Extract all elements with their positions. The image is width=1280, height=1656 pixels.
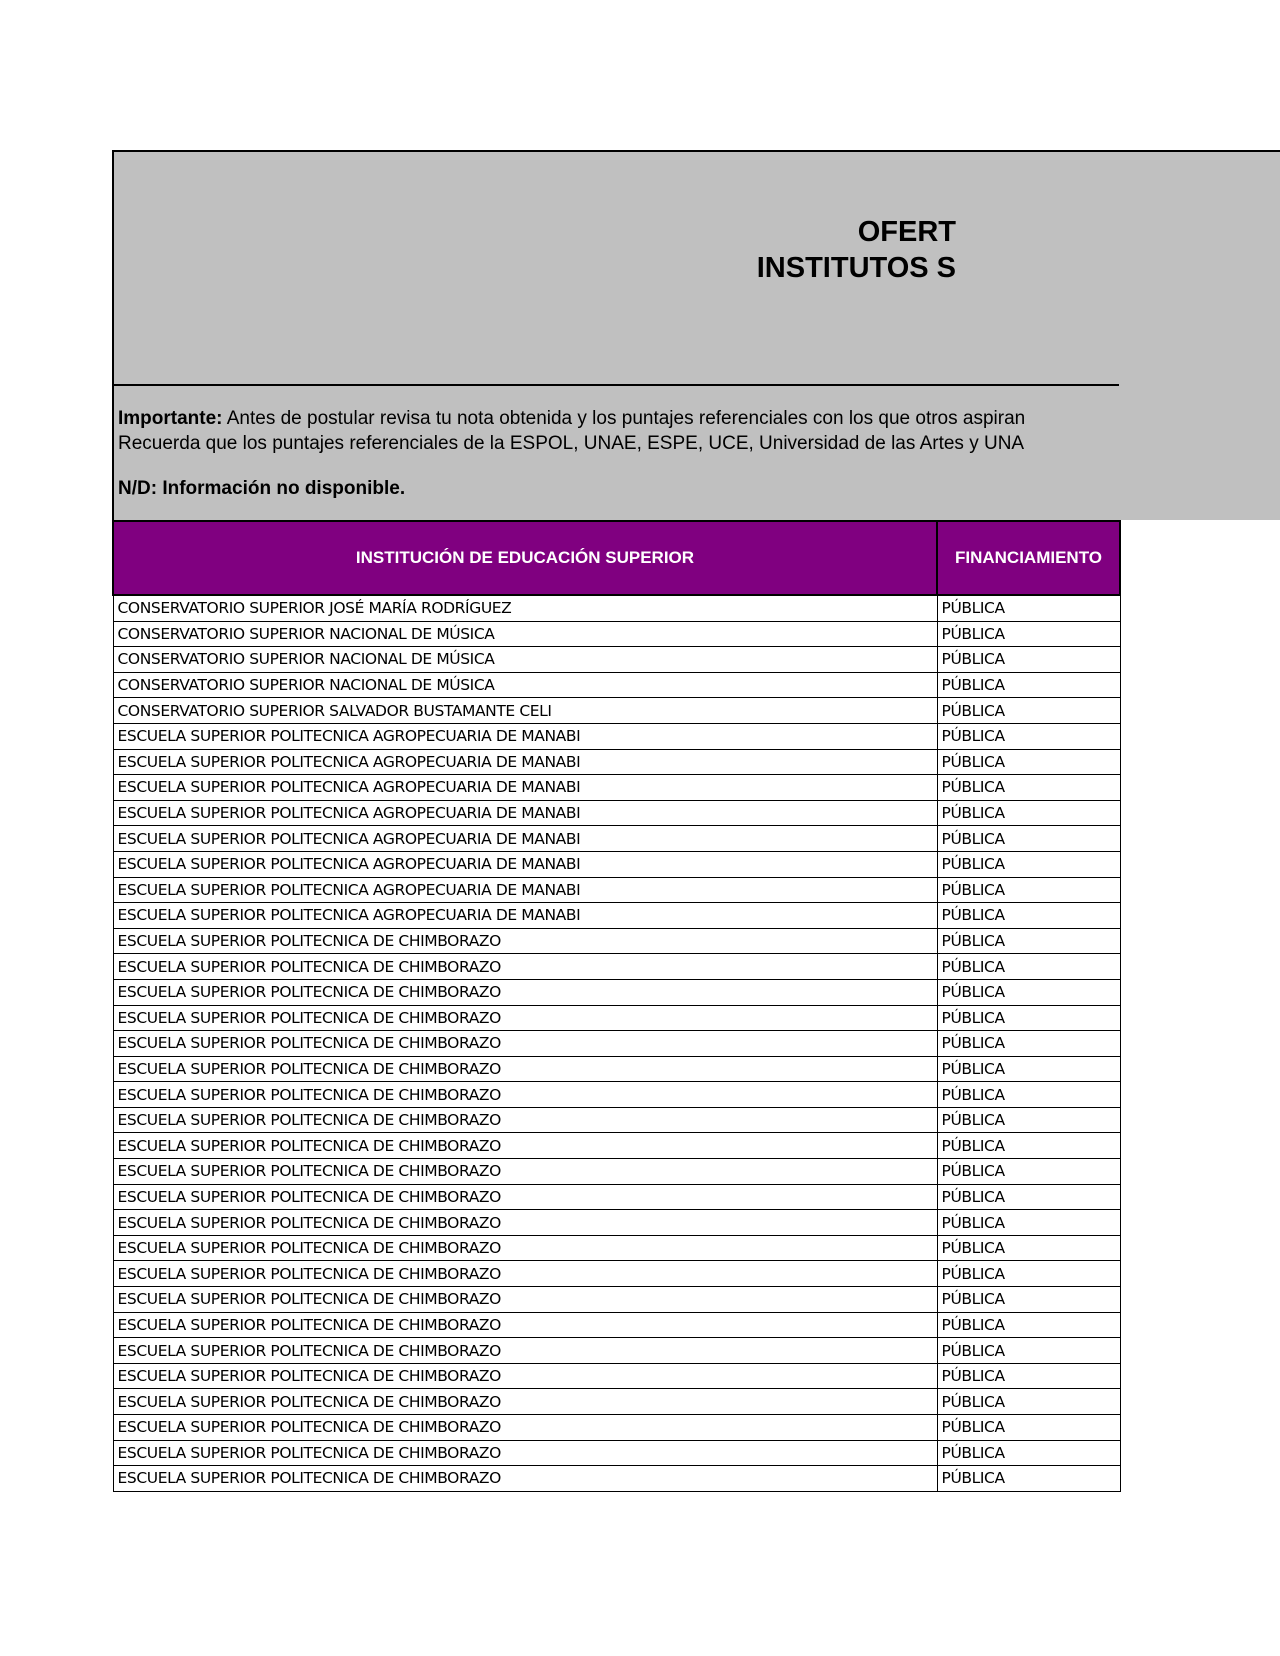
- table-row: [113, 1235, 1120, 1261]
- table-row: [113, 698, 1120, 724]
- table-row: [113, 826, 1120, 852]
- funding-cell: PÚBLICA: [937, 595, 1120, 621]
- table-row: [113, 1338, 1120, 1364]
- funding-cell: PÚBLICA: [937, 1107, 1120, 1133]
- institution-cell: ESCUELA SUPERIOR POLITECNICA DE CHIMBORAZO: [113, 1159, 937, 1185]
- institution-cell: CONSERVATORIO SUPERIOR NACIONAL DE MÚSICA: [113, 647, 937, 673]
- table-row: [113, 1466, 1120, 1492]
- table-row: [113, 1312, 1120, 1338]
- institution-cell: ESCUELA SUPERIOR POLITECNICA DE CHIMBORAZO: [113, 1389, 937, 1415]
- funding-cell: PÚBLICA: [937, 775, 1120, 801]
- table-row: [113, 1440, 1120, 1466]
- institution-cell: ESCUELA SUPERIOR POLITECNICA AGROPECUARIA DE MANABI: [113, 723, 937, 749]
- institution-cell: ESCUELA SUPERIOR POLITECNICA DE CHIMBORAZO: [113, 1466, 937, 1492]
- table-row: [113, 749, 1120, 775]
- table-row: [113, 1363, 1120, 1389]
- table-row: [113, 775, 1120, 801]
- notice-line-1: [118, 406, 1117, 431]
- institution-cell: ESCUELA SUPERIOR POLITECNICA DE CHIMBORAZO: [113, 954, 937, 980]
- page-title-line-2: INSTITUTOS S: [756, 252, 956, 284]
- institution-cell: ESCUELA SUPERIOR POLITECNICA DE CHIMBORAZO: [113, 1031, 937, 1057]
- table-row: [113, 723, 1120, 749]
- table-row: [113, 1159, 1120, 1185]
- institution-cell: ESCUELA SUPERIOR POLITECNICA DE CHIMBORAZO: [113, 1287, 937, 1313]
- funding-cell: PÚBLICA: [937, 1312, 1120, 1338]
- institution-cell: ESCUELA SUPERIOR POLITECNICA AGROPECUARIA DE MANABI: [113, 800, 937, 826]
- table-row: [113, 1261, 1120, 1287]
- table-row: [113, 1133, 1120, 1159]
- funding-cell: PÚBLICA: [937, 621, 1120, 647]
- institution-cell: ESCUELA SUPERIOR POLITECNICA DE CHIMBORAZO: [113, 1005, 937, 1031]
- offer-table-wrap: [112, 520, 1119, 1492]
- table-row: [113, 851, 1120, 877]
- funding-cell: PÚBLICA: [937, 1440, 1120, 1466]
- institution-cell: ESCUELA SUPERIOR POLITECNICA DE CHIMBORAZO: [113, 1312, 937, 1338]
- funding-cell: PÚBLICA: [937, 723, 1120, 749]
- institution-cell: ESCUELA SUPERIOR POLITECNICA DE CHIMBORAZO: [113, 1363, 937, 1389]
- funding-cell: PÚBLICA: [937, 1133, 1120, 1159]
- table-row: [113, 595, 1120, 621]
- table-row: [113, 1107, 1120, 1133]
- notice-block: [112, 386, 1280, 520]
- table-row: [113, 1415, 1120, 1441]
- important-label: Importante:: [118, 408, 223, 429]
- funding-cell: PÚBLICA: [937, 928, 1120, 954]
- funding-cell: PÚBLICA: [937, 851, 1120, 877]
- notice-line-2: Recuerda que los puntajes referenciales de la ESPOL, UNAE, ESPE, UCE, Universidad de las Artes y UNA: [118, 433, 1025, 454]
- funding-cell: PÚBLICA: [937, 800, 1120, 826]
- table-row: [113, 877, 1120, 903]
- institution-cell: ESCUELA SUPERIOR POLITECNICA DE CHIMBORAZO: [113, 979, 937, 1005]
- table-body: [113, 595, 1120, 1491]
- table-row: [113, 1389, 1120, 1415]
- institution-cell: CONSERVATORIO SUPERIOR NACIONAL DE MÚSICA: [113, 672, 937, 698]
- nd-legend: N/D: Información no disponible.: [118, 478, 406, 499]
- funding-cell: PÚBLICA: [937, 1235, 1120, 1261]
- institution-cell: ESCUELA SUPERIOR POLITECNICA DE CHIMBORAZO: [113, 1415, 937, 1441]
- table-row: [113, 1210, 1120, 1236]
- funding-cell: PÚBLICA: [937, 954, 1120, 980]
- funding-cell: PÚBLICA: [937, 1031, 1120, 1057]
- table-row: [113, 1287, 1120, 1313]
- funding-cell: PÚBLICA: [937, 979, 1120, 1005]
- institution-cell: ESCUELA SUPERIOR POLITECNICA AGROPECUARIA DE MANABI: [113, 851, 937, 877]
- funding-cell: PÚBLICA: [937, 826, 1120, 852]
- institution-cell: ESCUELA SUPERIOR POLITECNICA AGROPECUARIA DE MANABI: [113, 826, 937, 852]
- table-header-row: [113, 521, 1120, 595]
- institution-cell: ESCUELA SUPERIOR POLITECNICA DE CHIMBORAZO: [113, 1440, 937, 1466]
- important-text: Antes de postular revisa tu nota obtenida y los puntajes referenciales con los que otros aspiran: [222, 408, 1026, 429]
- funding-cell: PÚBLICA: [937, 1287, 1120, 1313]
- institution-cell: ESCUELA SUPERIOR POLITECNICA DE CHIMBORAZO: [113, 1235, 937, 1261]
- funding-cell: PÚBLICA: [937, 672, 1120, 698]
- table-row: [113, 954, 1120, 980]
- institution-cell: ESCUELA SUPERIOR POLITECNICA AGROPECUARIA DE MANABI: [113, 877, 937, 903]
- institution-cell: ESCUELA SUPERIOR POLITECNICA DE CHIMBORAZO: [113, 1133, 937, 1159]
- table-row: [113, 903, 1120, 929]
- table-row: [113, 979, 1120, 1005]
- title-clip: [114, 152, 1119, 386]
- table-row: [113, 1056, 1120, 1082]
- funding-cell: PÚBLICA: [937, 1338, 1120, 1364]
- institution-cell: ESCUELA SUPERIOR POLITECNICA DE CHIMBORAZO: [113, 1338, 937, 1364]
- funding-cell: PÚBLICA: [937, 903, 1120, 929]
- funding-cell: PÚBLICA: [937, 1466, 1120, 1492]
- institution-cell: ESCUELA SUPERIOR POLITECNICA DE CHIMBORAZO: [113, 1210, 937, 1236]
- column-header-funding: FINANCIAMIENTO: [937, 521, 1120, 595]
- institution-cell: ESCUELA SUPERIOR POLITECNICA DE CHIMBORAZO: [113, 1107, 937, 1133]
- table-row: [113, 928, 1120, 954]
- title-block: [112, 150, 1280, 386]
- institution-cell: ESCUELA SUPERIOR POLITECNICA DE CHIMBORAZO: [113, 1082, 937, 1108]
- funding-cell: PÚBLICA: [937, 1210, 1120, 1236]
- page-title-line-1: OFERT: [857, 216, 956, 248]
- table-row: [113, 1031, 1120, 1057]
- funding-cell: PÚBLICA: [937, 1415, 1120, 1441]
- funding-cell: PÚBLICA: [937, 749, 1120, 775]
- funding-cell: PÚBLICA: [937, 1184, 1120, 1210]
- table-row: [113, 1082, 1120, 1108]
- funding-cell: PÚBLICA: [937, 1082, 1120, 1108]
- table-row: [113, 621, 1120, 647]
- institution-cell: ESCUELA SUPERIOR POLITECNICA DE CHIMBORAZO: [113, 1184, 937, 1210]
- table-row: [113, 800, 1120, 826]
- institution-cell: ESCUELA SUPERIOR POLITECNICA DE CHIMBORAZO: [113, 1261, 937, 1287]
- funding-cell: PÚBLICA: [937, 698, 1120, 724]
- funding-cell: PÚBLICA: [937, 1261, 1120, 1287]
- funding-cell: PÚBLICA: [937, 877, 1120, 903]
- funding-cell: PÚBLICA: [937, 1056, 1120, 1082]
- table-row: [113, 672, 1120, 698]
- funding-cell: PÚBLICA: [937, 647, 1120, 673]
- institution-cell: ESCUELA SUPERIOR POLITECNICA AGROPECUARIA DE MANABI: [113, 749, 937, 775]
- funding-cell: PÚBLICA: [937, 1363, 1120, 1389]
- table-row: [113, 1005, 1120, 1031]
- offer-table: [112, 520, 1121, 1492]
- funding-cell: PÚBLICA: [937, 1159, 1120, 1185]
- table-row: [113, 647, 1120, 673]
- spreadsheet-page: [112, 150, 1280, 1492]
- funding-cell: PÚBLICA: [937, 1389, 1120, 1415]
- institution-cell: ESCUELA SUPERIOR POLITECNICA AGROPECUARIA DE MANABI: [113, 775, 937, 801]
- institution-cell: CONSERVATORIO SUPERIOR NACIONAL DE MÚSICA: [113, 621, 937, 647]
- notice-text: [118, 406, 1117, 456]
- funding-cell: PÚBLICA: [937, 1005, 1120, 1031]
- institution-cell: CONSERVATORIO SUPERIOR SALVADOR BUSTAMANTE CELI: [113, 698, 937, 724]
- institution-cell: ESCUELA SUPERIOR POLITECNICA DE CHIMBORAZO: [113, 928, 937, 954]
- institution-cell: CONSERVATORIO SUPERIOR JOSÉ MARÍA RODRÍGUEZ: [113, 595, 937, 621]
- institution-cell: ESCUELA SUPERIOR POLITECNICA DE CHIMBORAZO: [113, 1056, 937, 1082]
- column-header-institution: INSTITUCIÓN DE EDUCACIÓN SUPERIOR: [113, 521, 937, 595]
- institution-cell: ESCUELA SUPERIOR POLITECNICA AGROPECUARIA DE MANABI: [113, 903, 937, 929]
- table-row: [113, 1184, 1120, 1210]
